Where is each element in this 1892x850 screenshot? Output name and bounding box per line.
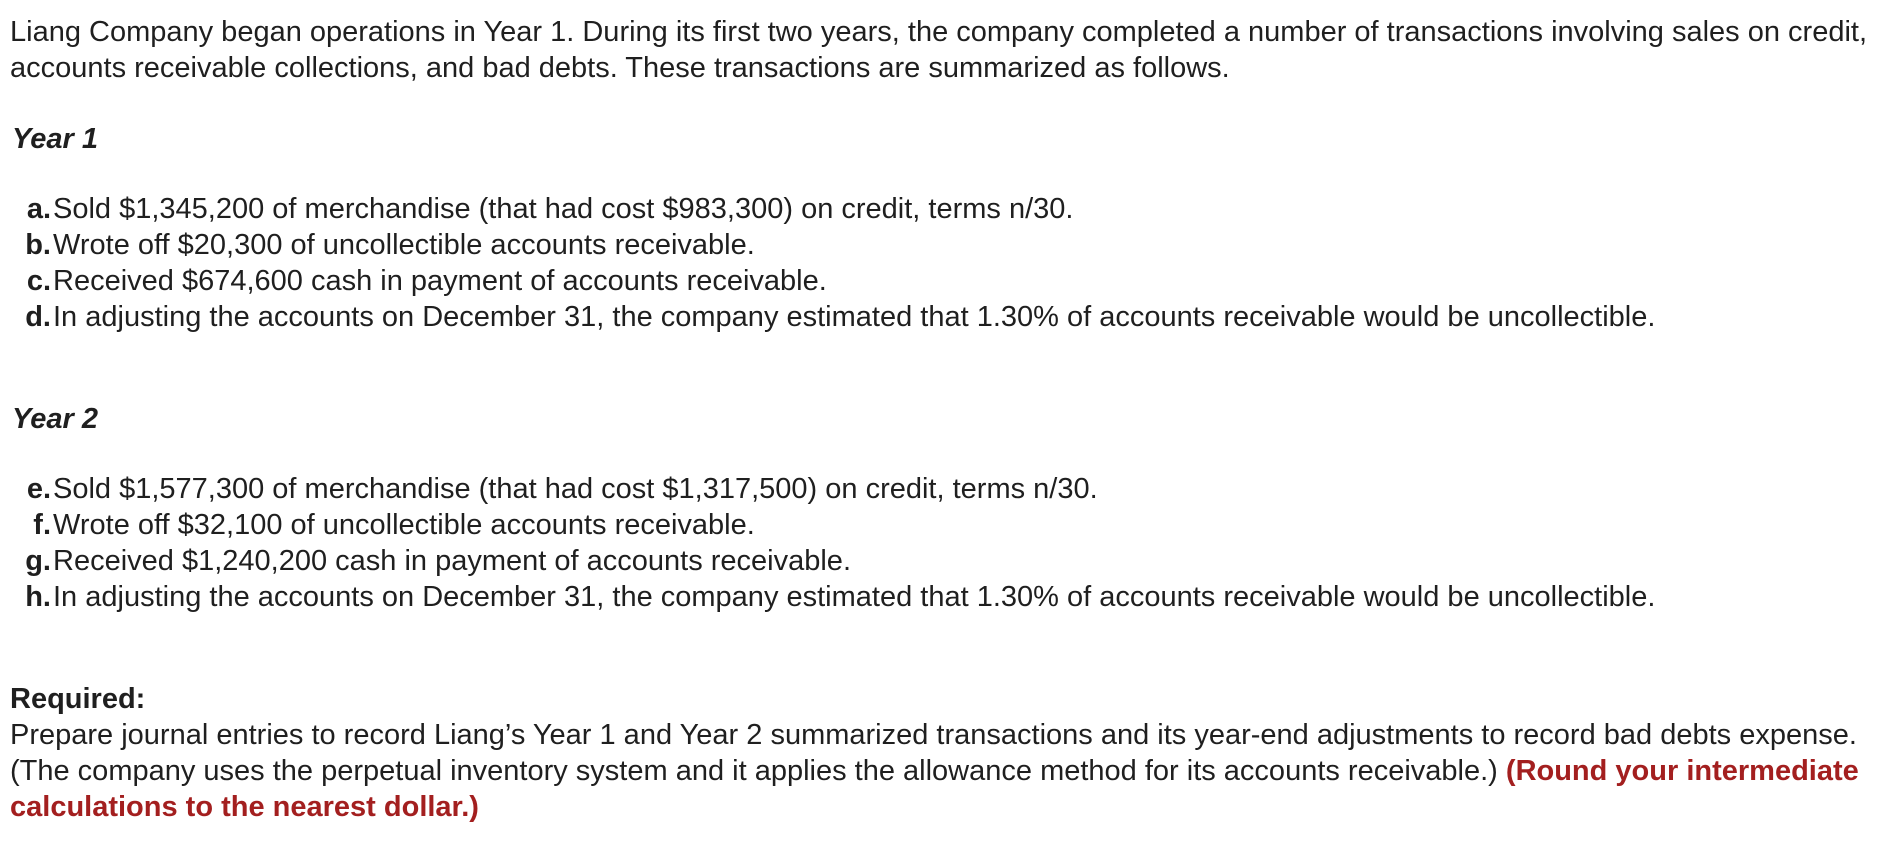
intro-paragraph: Liang Company began operations in Year 1. During its first two years, the company completed a number of transactions involving sales on credit, accounts receivable collections, and bad debts. These transactions are summarized as follows. xyxy=(10,16,1868,84)
rounding-note: (Round your intermediate calculations to the nearest dollar.) xyxy=(10,755,1859,823)
year1-transaction-list xyxy=(0,191,1655,335)
transaction-letter: a. xyxy=(26,193,51,225)
transaction-text: Wrote off $32,100 of uncollectible accounts receivable. xyxy=(53,509,755,541)
year2-transaction-list xyxy=(0,471,1655,615)
transaction-letter: d. xyxy=(25,301,51,333)
transaction-a xyxy=(0,191,1655,227)
required-paragraph xyxy=(10,717,1885,825)
required-instructions: Prepare journal entries to record Liang’s Year 1 and Year 2 summarized transactions and its year-end adjustments to record bad debts expense. (The company uses the perpetual inventory system and it applies the allowance method for its accounts receivable.) xyxy=(10,719,1857,787)
transaction-b xyxy=(0,227,1655,263)
transaction-text: Received $1,240,200 cash in payment of accounts receivable. xyxy=(53,545,851,577)
transaction-text: Received $674,600 cash in payment of accounts receivable. xyxy=(53,265,827,297)
transaction-c xyxy=(0,263,1655,299)
year2-heading: Year 2 xyxy=(12,403,98,435)
transaction-e xyxy=(0,471,1655,507)
transaction-letter: b. xyxy=(25,229,51,261)
transaction-letter: f. xyxy=(33,509,51,541)
transaction-letter: e. xyxy=(26,473,51,505)
transaction-g xyxy=(0,543,1655,579)
required-heading: Required: xyxy=(10,683,146,715)
transaction-f xyxy=(0,507,1655,543)
transaction-text: Sold $1,577,300 of merchandise (that had cost $1,317,500) on credit, terms n/30. xyxy=(53,473,1098,505)
transaction-h xyxy=(0,579,1655,615)
transaction-letter: c. xyxy=(26,265,51,297)
year1-heading: Year 1 xyxy=(12,123,98,155)
transaction-d xyxy=(0,299,1655,335)
transaction-text: In adjusting the accounts on December 31, the company estimated that 1.30% of accounts receivable would be uncollectible. xyxy=(53,581,1656,613)
transaction-letter: h. xyxy=(25,581,51,613)
transaction-text: In adjusting the accounts on December 31, the company estimated that 1.30% of accounts receivable would be uncollectible. xyxy=(53,301,1656,333)
transaction-text: Sold $1,345,200 of merchandise (that had cost $983,300) on credit, terms n/30. xyxy=(53,193,1074,225)
transaction-letter: g. xyxy=(25,545,51,577)
transaction-text: Wrote off $20,300 of uncollectible accounts receivable. xyxy=(53,229,755,261)
